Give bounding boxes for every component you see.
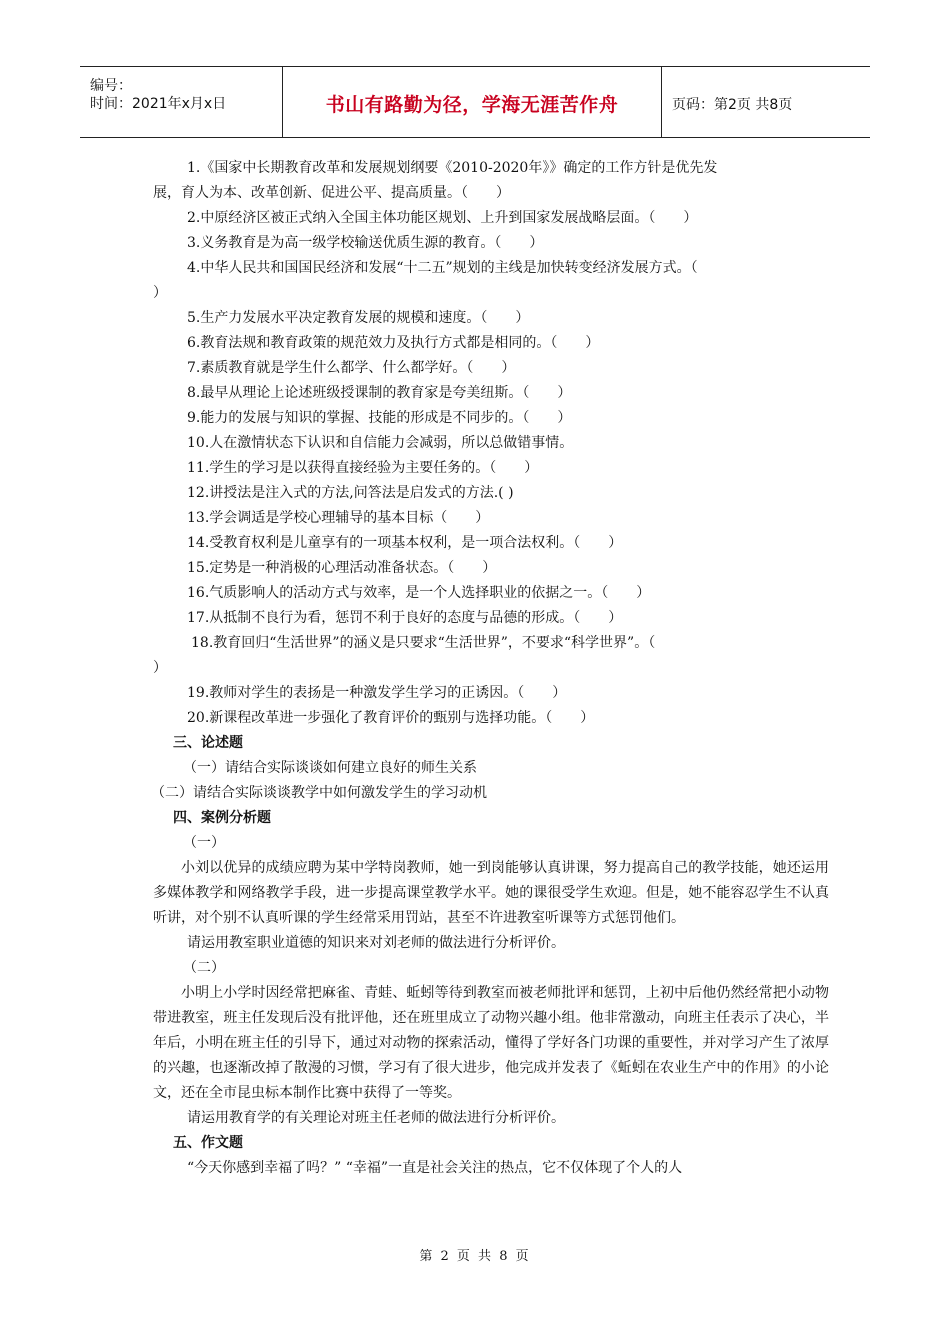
- essay-prompt: “今天你感到幸福了吗？” “幸福”一直是社会关注的热点，它不仅体现了个人的人: [187, 1160, 683, 1176]
- case-question: 请运用教室职业道德的知识来对刘老师的做法进行分析评价。: [187, 935, 565, 951]
- list-item: 18.教育回归“生活世界”的涵义是只要求“生活世界”，不要求“科学世界”。（: [191, 635, 656, 651]
- page-header: [80, 66, 870, 138]
- list-item: 2.中原经济区被正式纳入全国主体功能区规划、上升到国家发展战略层面。（ ）: [187, 210, 698, 226]
- list-item: 16.气质影响人的活动方式与效率，是一个人选择职业的依据之一。（ ）: [187, 585, 651, 601]
- list-item: 15.定势是一种消极的心理活动准备状态。（ ）: [187, 560, 497, 576]
- list-item: 13.学会调适是学校心理辅导的基本目标（ ）: [187, 510, 490, 526]
- page-footer: 第 2 页 共 8 页: [419, 1249, 531, 1264]
- motto: 书山有路勤为径，学海无涯苦作舟: [325, 94, 619, 116]
- list-item: 7.素质教育就是学生什么都学、什么都学好。（ ）: [187, 360, 516, 376]
- list-item: 14.受教育权利是儿童享有的一项基本权利，是一项合法权利。（ ）: [187, 535, 623, 551]
- list-item: 17.从抵制不良行为看，惩罚不利于良好的态度与品德的形成。（ ）: [187, 610, 623, 626]
- list-item: ）: [153, 285, 167, 301]
- header-motto-cell: [283, 67, 662, 137]
- section-heading: 五、作文题: [173, 1135, 243, 1151]
- list-item: 10.人在激情状态下认识和自信能力会减弱，所以总做错事情。: [187, 435, 574, 451]
- list-item: 19.教师对学生的表扬是一种激发学生学习的正诱因。（ ）: [187, 685, 567, 701]
- list-item: 8.最早从理论上论述班级授课制的教育家是夸美纽斯。（ ）: [187, 385, 572, 401]
- case-label: （二）: [183, 960, 225, 976]
- list-item: 9.能力的发展与知识的掌握、技能的形成是不同步的。（ ）: [187, 410, 572, 426]
- case-question: 请运用教育学的有关理论对班主任老师的做法进行分析评价。: [187, 1110, 565, 1126]
- header-meta-cell: [80, 67, 283, 137]
- list-item: 11.学生的学习是以获得直接经验为主要任务的。（ ）: [187, 460, 539, 476]
- list-item: ）: [153, 660, 167, 676]
- list-item: 20.新课程改革进一步强化了教育评价的甄别与选择功能。（ ）: [187, 710, 595, 726]
- header-page-cell: [662, 67, 870, 137]
- section-heading: 四、案例分析题: [173, 810, 271, 826]
- list-item: 4.中华人民共和国国民经济和发展“十二五”规划的主线是加快转变经济发展方式。（: [187, 260, 698, 276]
- list-item: 12.讲授法是注入式的方法,问答法是启发式的方法.( ): [187, 485, 514, 501]
- essay-question: （一）请结合实际谈谈如何建立良好的师生关系: [183, 760, 477, 776]
- serial-label: 编号：: [90, 78, 132, 94]
- case-text: 小刘以优异的成绩应聘为某中学特岗教师，她一到岗能够认真讲课，努力提高自己的教学技能，她还运用多媒体教学和网络教学手段，进一步提高课堂教学水平。她的课很受学生欢迎。但是，她不能容忍学生不认真听讲，对个别不认真听课的学生经常采用罚站，甚至不许进教室听课等方式惩罚他们。: [153, 860, 829, 926]
- case-text: 小明上小学时因经常把麻雀、青蛙、蚯蚓等待到教室而被老师批评和惩罚，上初中后他仍然经常把小动物带进教室，班主任发现后没有批评他，还在班里成立了动物兴趣小组。他非常激动，向班主任表示了决心，半年后，小明在班主任的引导下，通过对动物的探索活动，懂得了学好各门功课的重要性，并对学习产生了浓厚的兴趣，也逐渐改掉了散漫的习惯，学习有了很大进步，他完成并发表了《蚯蚓在农业生产中的作用》的小论文，还在全市昆虫标本制作比赛中获得了一等奖。: [153, 985, 829, 1101]
- section-heading: 三、论述题: [173, 735, 243, 751]
- list-item: 展，育人为本、改革创新、促进公平、提高质量。（ ）: [153, 185, 510, 201]
- list-item: 5.生产力发展水平决定教育发展的规模和速度。（ ）: [187, 310, 530, 326]
- list-item: 6.教育法规和教育政策的规范效力及执行方式都是相同的。（ ）: [187, 335, 600, 351]
- case-label: （一）: [183, 835, 225, 851]
- list-item: 3.义务教育是为高一级学校输送优质生源的教育。（ ）: [187, 235, 544, 251]
- document-body: [153, 156, 829, 1181]
- page-info: 页码：第2页 共8页: [672, 97, 793, 113]
- list-item: 1.《国家中长期教育改革和发展规划纲要《2010-2020年》》确定的工作方针是优先发: [187, 160, 718, 176]
- essay-question: （二）请结合实际谈谈教学中如何激发学生的学习动机: [151, 785, 487, 801]
- date-line: 时间：2021年x月x日: [90, 96, 227, 112]
